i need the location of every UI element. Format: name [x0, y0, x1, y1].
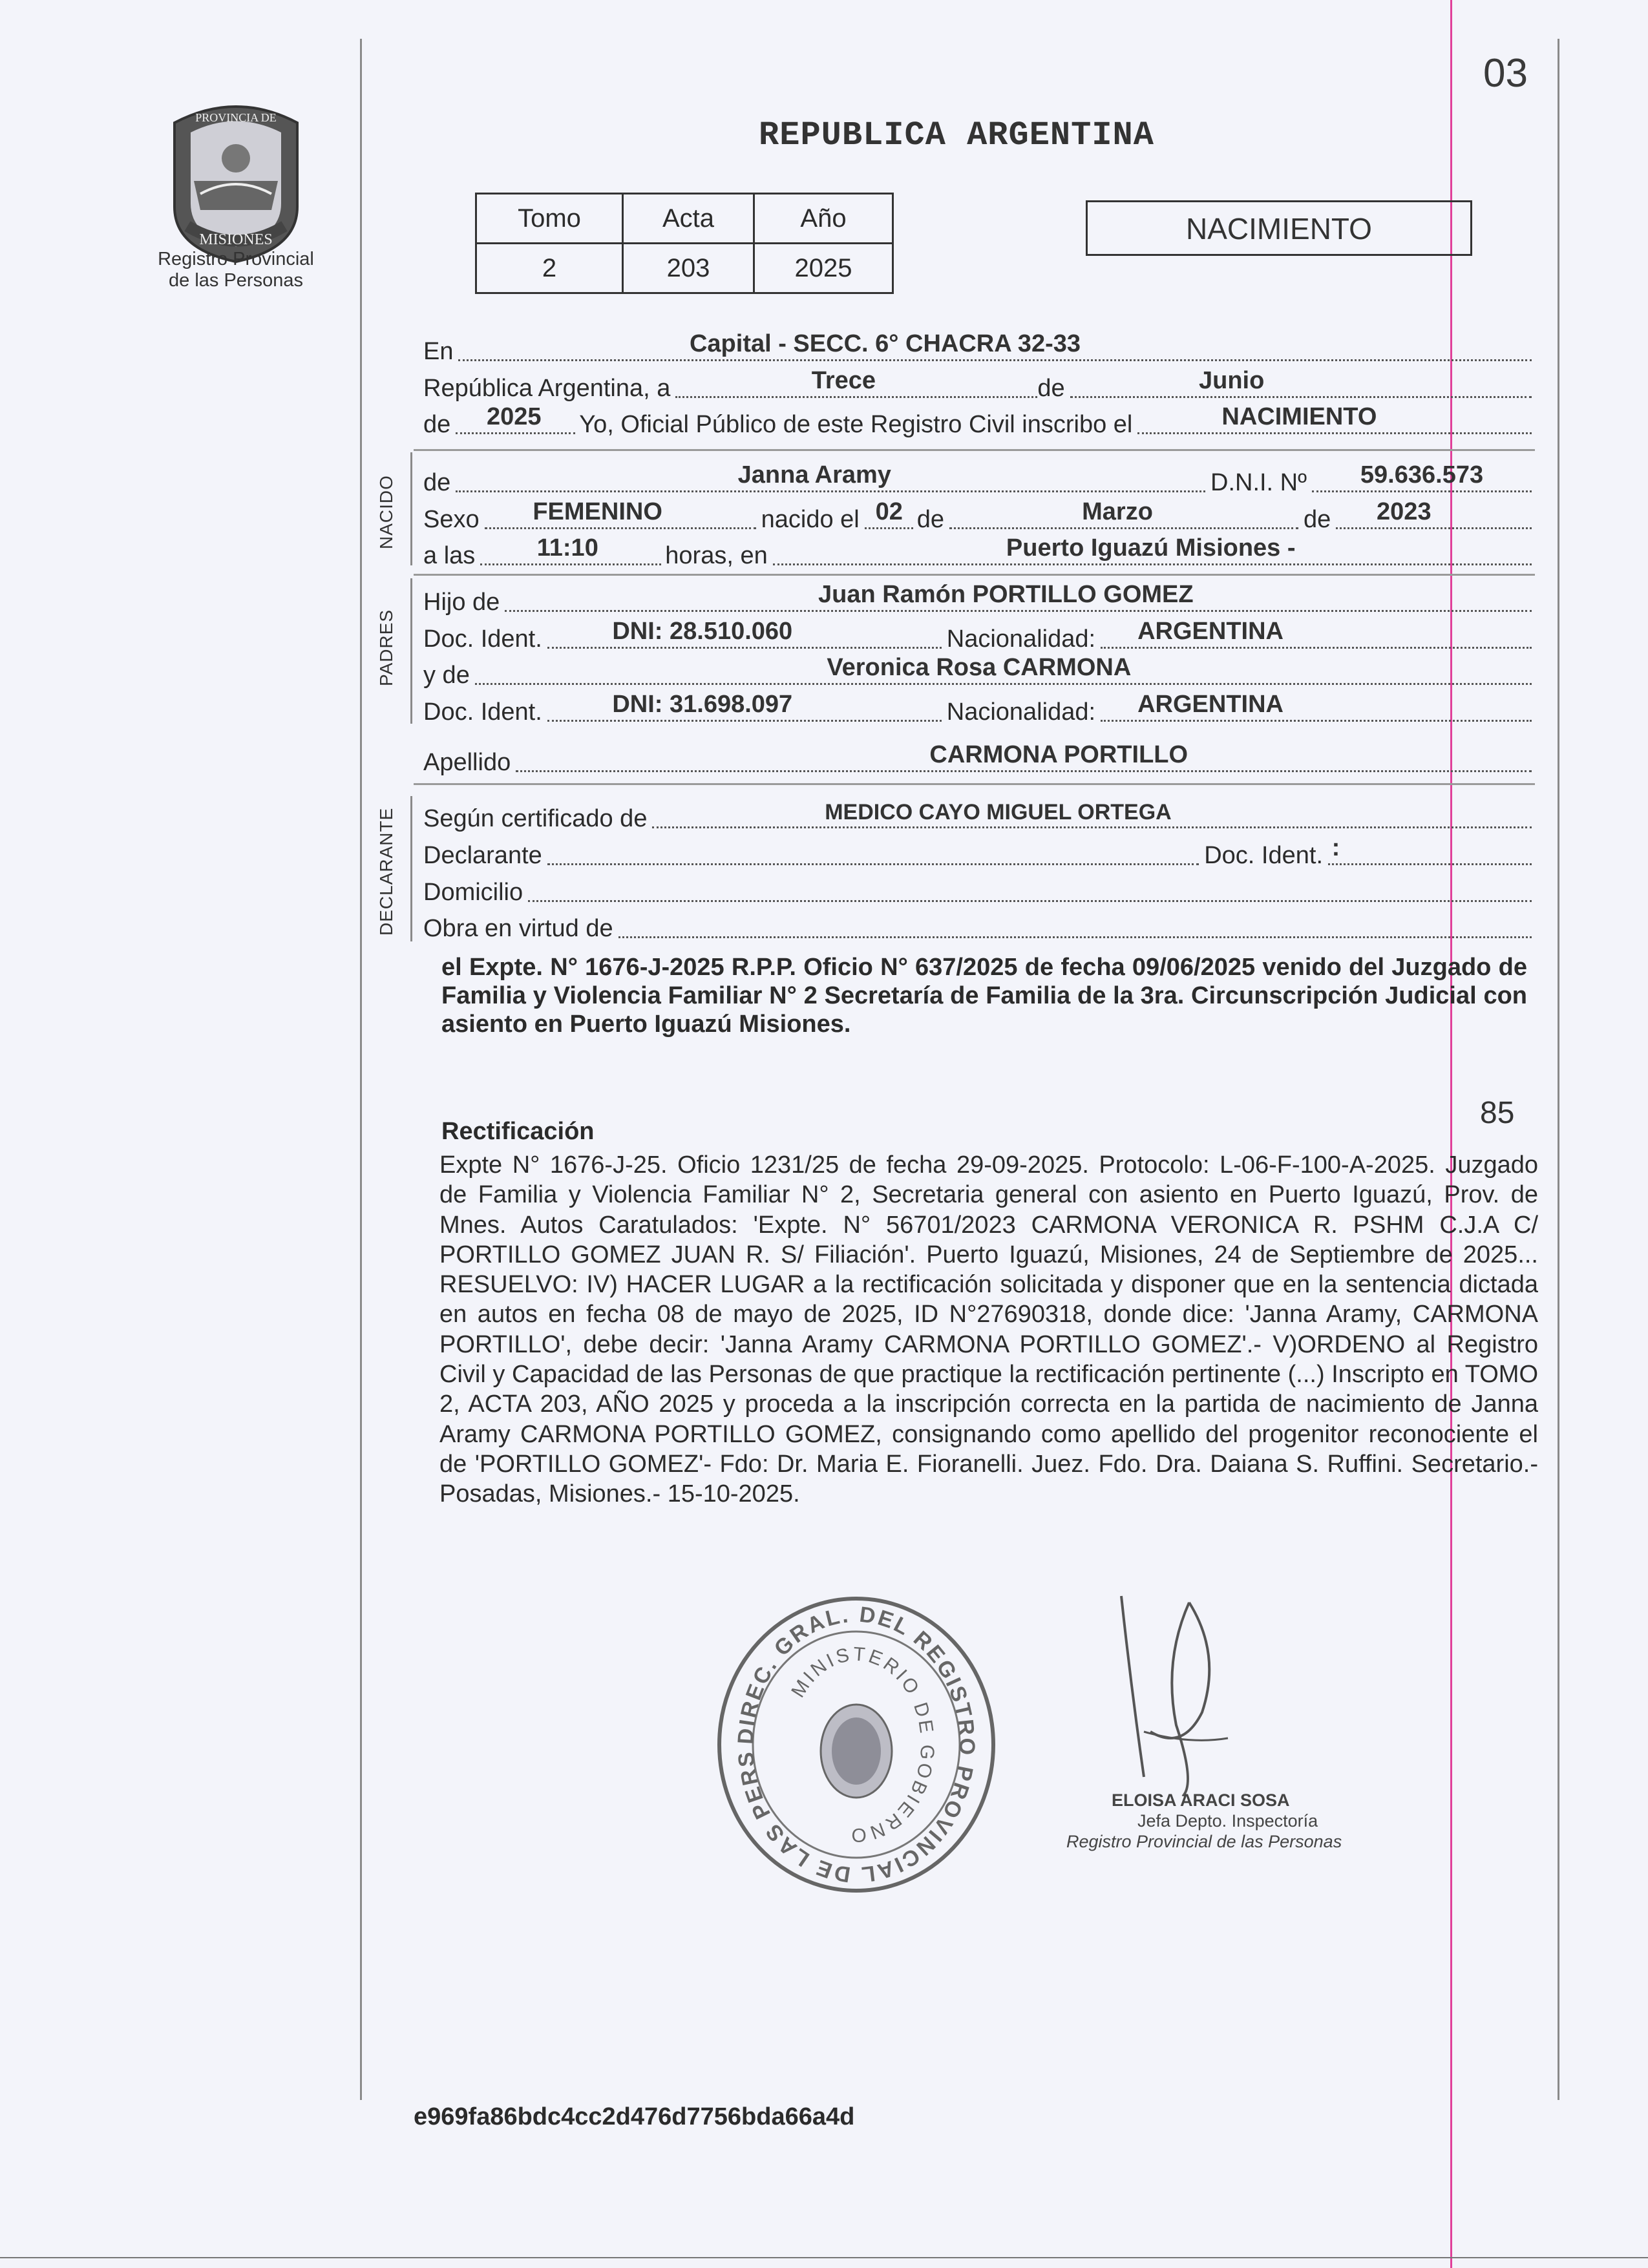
section-divider-3	[414, 783, 1535, 785]
record-table-value-row	[476, 244, 893, 293]
value-month: Junio	[1198, 367, 1265, 394]
label-declarant-doc: Doc. Ident.	[1204, 842, 1323, 869]
value-name: Janna Aramy	[737, 461, 891, 488]
header-ano: Año	[754, 194, 893, 244]
label-father-doc: Doc. Ident.	[423, 625, 542, 653]
value-act: NACIMIENTO	[1221, 403, 1377, 430]
label-de-name: de	[423, 469, 451, 496]
row-mother	[423, 655, 1532, 689]
label-y-de: y de	[423, 662, 470, 689]
label-father-nationality: Nacionalidad:	[946, 625, 1096, 653]
value-declarant-doc: :	[1331, 834, 1340, 861]
section-divider-2	[414, 574, 1535, 576]
registry-line-2: de las Personas	[169, 270, 303, 291]
record-type-box: NACIMIENTO	[1086, 200, 1472, 256]
row-father	[423, 582, 1532, 616]
label-horas: horas, en	[665, 542, 768, 569]
record-table-header-row	[476, 194, 893, 244]
value-ano: 2025	[754, 244, 893, 293]
label-de-birth: de	[916, 506, 945, 533]
value-dni: 59.636.573	[1360, 461, 1484, 488]
stamp-svg	[714, 1593, 998, 1896]
value-mother-nationality: ARGENTINA	[1137, 691, 1284, 718]
value-year: 2025	[487, 403, 542, 430]
header-acta: Acta	[623, 194, 754, 244]
record-table	[475, 193, 894, 294]
value-acta: 203	[623, 244, 754, 293]
padres-bracket	[410, 578, 412, 724]
label-de-year: de	[423, 411, 451, 438]
section-label-padres: PADRES	[376, 609, 396, 686]
value-day: Trece	[811, 367, 876, 394]
page-number: 03	[1483, 51, 1528, 96]
label-dni: D.N.I. Nº	[1210, 469, 1307, 496]
nacido-bracket	[410, 452, 412, 565]
margin-number: 85	[1480, 1096, 1515, 1130]
row-time-place	[423, 535, 1532, 570]
handwritten-signature	[1060, 1583, 1383, 1796]
value-surname: CARMONA PORTILLO	[929, 741, 1188, 768]
label-declarante: Declarante	[423, 842, 542, 869]
stamp-outer-text: DIREC. GRAL. DEL REGISTRO PROVINCIAL DE LAS PERS	[733, 1602, 980, 1887]
rectification-body: Expte N° 1676-J-25. Oficio 1231/25 de fecha 29-09-2025. Protocolo: L-06-F-100-A-2025. Juzgado de Familia y Violencia Familiar N° 2, Secretaria general con asiento en Puerto Iguazú, Prov. de Mnes. Autos Caratulados: 'Expte. N° 56701/2023 CARMONA VERONICA R. PSHM C.J.A C/ PORTILLO GOMEZ JUAN R. S/ Filiación'. Puerto Iguazú, Misiones, 24 de Septiembre de 2025... RESUELVO: IV) HACER LUGAR a la rectificación solicitada y disponer que en la sentencia dictada en autos en fecha 08 de mayo de 2025, ID N°27690318, donde dice: 'Janna Aramy, CARMONA PORTILLO', debe decir: 'Janna Aramy CARMONA PORTILLO GOMEZ'.- V)ORDENO al Registro Civil y Capacidad de las Personas de que practique la rectificación pertinente (...) Inscripto en TOMO 2, ACTA 203, AÑO 2025 y proceda a la inscripción correcta en la partida de nacimiento de Janna Aramy CARMONA PORTILLO GOMEZ, consignando como apellido del progenitor reconociente el de 'PORTILLO GOMEZ'- Fdo: Dr. Maria E. Fioranelli. Juez. Fdo. Dra. Daiana S. Ruffini. Secretario.- Posadas, Misiones.- 15-10-2025.	[439, 1151, 1538, 1508]
value-mother: Veronica Rosa CARMONA	[827, 654, 1132, 681]
bottom-divider	[0, 2257, 1648, 2258]
label-sexo: Sexo	[423, 506, 480, 533]
row-sex-birth	[423, 499, 1532, 534]
row-domicile	[423, 872, 1532, 907]
value-place: Capital - SECC. 6° CHACRA 32-33	[689, 330, 1081, 357]
label-domicilio: Domicilio	[423, 879, 523, 906]
label-de: de	[1037, 375, 1065, 402]
label-en: En	[423, 338, 454, 365]
value-birth-place: Puerto Iguazú Misiones -	[1006, 534, 1296, 562]
value-father-nationality: ARGENTINA	[1137, 618, 1284, 645]
value-mother-doc: DNI: 31.698.097	[612, 691, 793, 718]
rectification-title: Rectificación	[441, 1118, 595, 1145]
signature-block	[1066, 1790, 1342, 1852]
left-frame-line	[360, 39, 362, 2100]
signer-name: ELOISA ARACI SOSA	[1112, 1790, 1290, 1810]
expediente-paragraph: el Expte. N° 1676-J-2025 R.P.P. Oficio N° 637/2025 de fecha 09/06/2025 venido del Juzgado de Familia y Violencia Familiar N° 2 Secretaría de Familia de la 3ra. Circunscripción Judicial con asiento en Puerto Iguazú Misiones.	[441, 954, 1527, 1038]
label-de-birth-year: de	[1304, 506, 1331, 533]
row-date	[423, 368, 1532, 403]
label-apellido: Apellido	[423, 749, 511, 776]
row-place	[423, 331, 1532, 366]
official-stamp	[714, 1593, 998, 1896]
crest-bottom-text: MISIONES	[199, 231, 273, 248]
document-hash: e969fa86bdc4cc2d476d7756bda66a4d	[414, 2103, 855, 2130]
label-hijo-de: Hijo de	[423, 589, 500, 616]
row-surname	[423, 742, 1532, 777]
registry-line-1: Registro Provincial	[158, 249, 314, 269]
label-certificado: Según certificado de	[423, 805, 648, 832]
value-birth-month: Marzo	[1082, 498, 1153, 525]
row-obra	[423, 908, 1532, 943]
row-father-doc	[423, 618, 1532, 653]
row-year-act	[423, 404, 1532, 439]
label-nacido-el: nacido el	[761, 506, 860, 533]
signature-svg	[1060, 1583, 1383, 1796]
section-label-declarante: DECLARANTE	[376, 807, 396, 936]
section-label-nacido: NACIDO	[376, 475, 396, 549]
declarante-bracket	[410, 796, 412, 941]
label-obra: Obra en virtud de	[423, 915, 613, 942]
label-republica: República Argentina, a	[423, 375, 671, 402]
signer-office: Registro Provincial de las Personas	[1066, 1832, 1342, 1851]
value-father: Juan Ramón PORTILLO GOMEZ	[818, 581, 1194, 608]
document-title: REPUBLICA ARGENTINA	[759, 116, 1154, 154]
value-time: 11:10	[536, 534, 598, 562]
value-certificado: MEDICO CAYO MIGUEL ORTEGA	[825, 800, 1172, 824]
registry-name	[139, 249, 333, 291]
crest-top-text: PROVINCIA DE	[195, 111, 277, 124]
row-declarant	[423, 835, 1532, 870]
row-mother-doc	[423, 691, 1532, 726]
header-tomo: Tomo	[476, 194, 623, 244]
stamp-inner-text: MINISTERIO DE GOBIERNO	[787, 1643, 938, 1846]
row-certificate	[423, 798, 1532, 833]
signer-role: Jefa Depto. Inspectoría	[1137, 1811, 1318, 1831]
label-mother-nationality: Nacionalidad:	[946, 698, 1096, 726]
section-divider-1	[414, 449, 1535, 451]
value-sexo: FEMENINO	[533, 498, 662, 525]
label-mother-doc: Doc. Ident.	[423, 698, 542, 726]
label-officer: Yo, Oficial Público de este Registro Civil inscribo el	[579, 411, 1133, 438]
row-name	[423, 462, 1532, 497]
label-a-las: a las	[423, 542, 476, 569]
value-birth-year: 2023	[1377, 498, 1431, 525]
value-birth-day: 02	[875, 498, 903, 525]
right-frame-line	[1558, 39, 1559, 2100]
value-father-doc: DNI: 28.510.060	[612, 618, 793, 645]
value-tomo: 2	[476, 244, 623, 293]
